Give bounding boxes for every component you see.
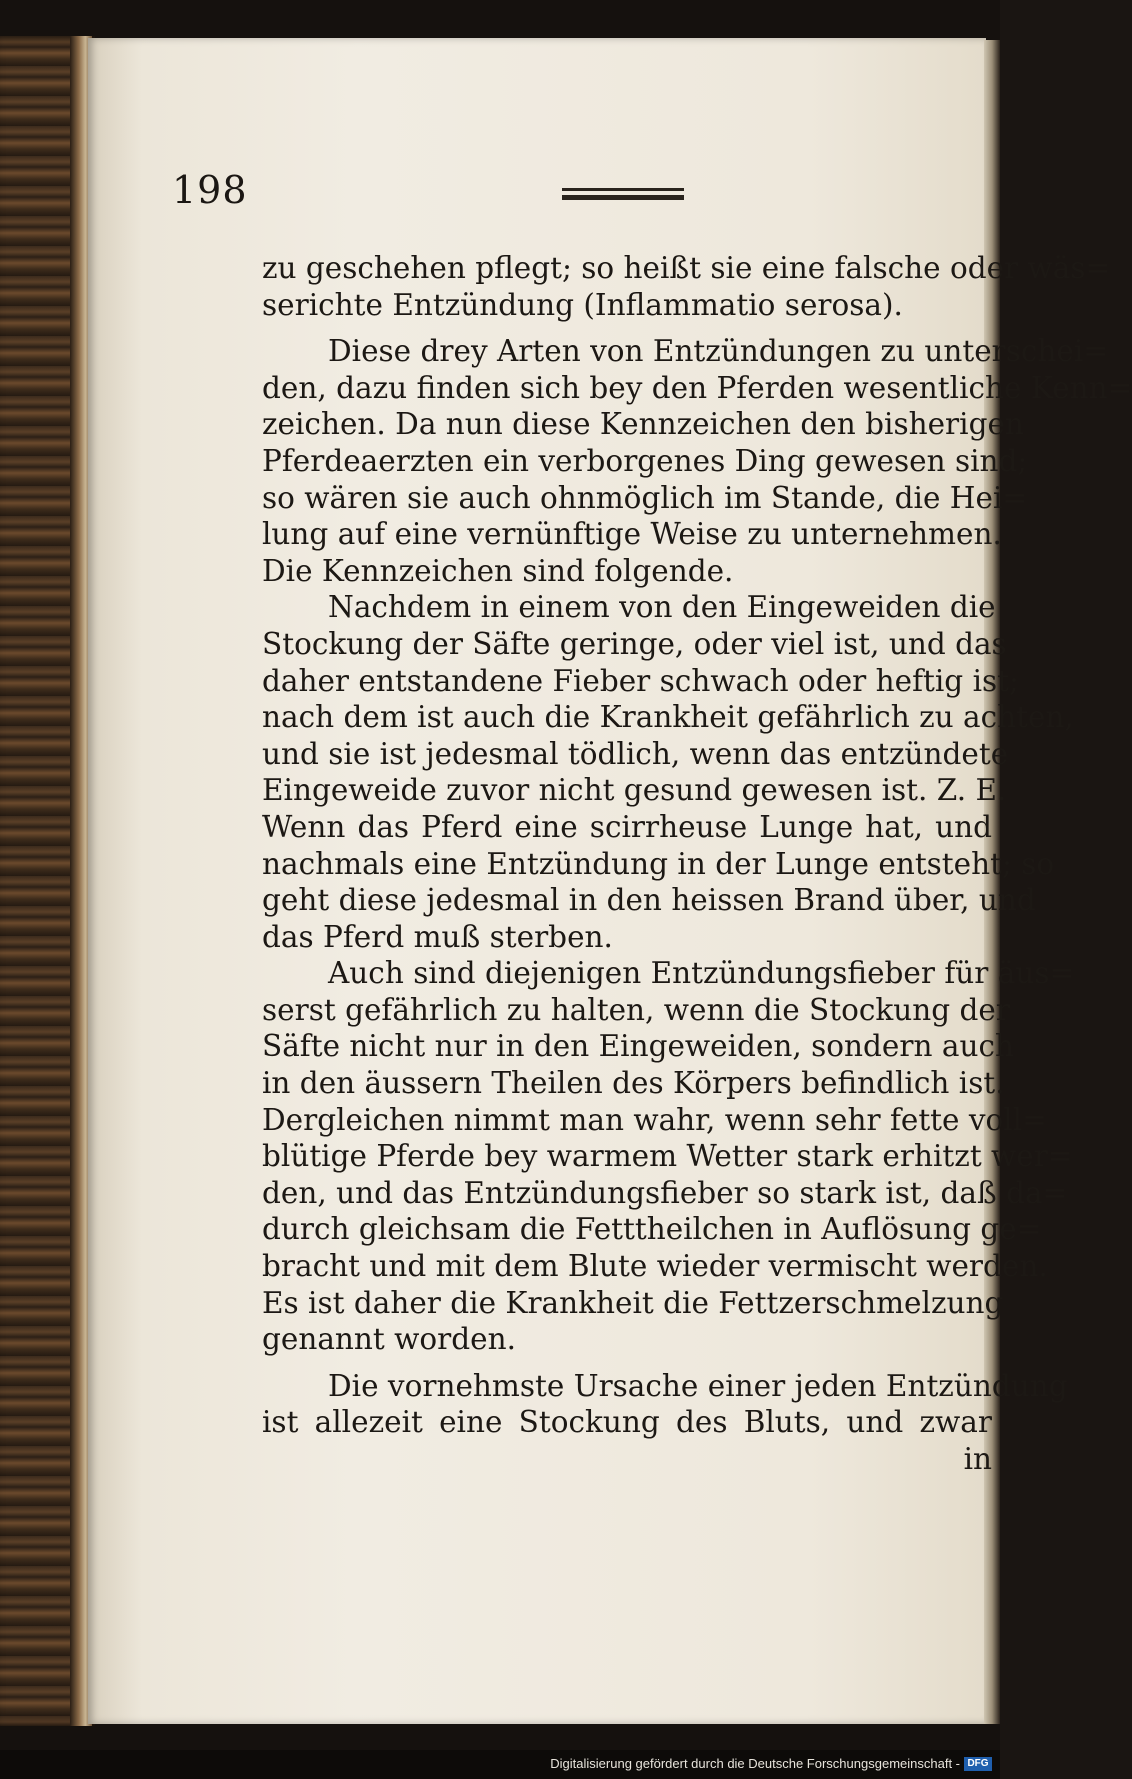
- text-line: das Pferd muß sterben.: [262, 919, 613, 954]
- page-number: 198: [172, 168, 248, 212]
- text-line: Auch sind diejenigen Entzündungsfieber für äus=: [328, 956, 1075, 991]
- text-line: serst gefährlich zu halten, wenn die Stockung der: [262, 992, 1010, 1027]
- text-line: Nachdem in einem von den Eingeweiden die: [328, 590, 996, 625]
- text-line: so wären sie auch ohnmöglich im Stande, die Hei=: [262, 480, 1028, 515]
- text-line: Dergleichen nimmt man wahr, wenn sehr fette voll=: [262, 1102, 1047, 1137]
- text-line: Es ist daher die Krankheit die Fettzerschmelzung: [262, 1285, 1004, 1320]
- text-line: genannt worden.: [262, 1322, 516, 1357]
- text-line: ist allezeit eine Stockung des Bluts, und zwar: [262, 1405, 992, 1440]
- text-line: den, und das Entzündungsfieber so stark ist, daß da=: [262, 1175, 1068, 1210]
- paragraph-gap: [262, 1358, 992, 1368]
- funding-credit: Digitalisierung gefördert durch die Deutsche Forschungsgemeinschaft -: [550, 1756, 960, 1771]
- text-line: Die Kennzeichen sind folgende.: [262, 553, 734, 588]
- text-line: in: [963, 1442, 992, 1476]
- text-line: durch gleichsam die Fetttheilchen in Auflösung ge=: [262, 1212, 1042, 1247]
- text-line: Wenn das Pferd eine scirrheuse Lunge hat, und: [262, 809, 992, 844]
- text-line: lung auf eine vernünftige Weise zu unternehmen.: [262, 517, 1002, 552]
- text-line: nach dem ist auch die Krankheit gefährlich zu achten,: [262, 700, 1074, 735]
- page-header: [172, 168, 692, 218]
- text-line: daher entstandene Fieber schwach oder heftig ist;: [262, 663, 1019, 698]
- text-line: geht diese jedesmal in den heissen Brand über, und: [262, 883, 1036, 918]
- text-line: in den äussern Theilen des Körpers befindlich ist.: [262, 1066, 1005, 1101]
- text-line: Stockung der Säfte geringe, oder viel ist, und das: [262, 626, 1007, 661]
- text-line: Diese drey Arten von Entzündungen zu unterschei=: [328, 334, 1109, 369]
- text-line: serichte Entzündung (Inflammatio serosa).: [262, 287, 903, 322]
- paragraph-gap: [262, 323, 992, 333]
- footer-bar: [0, 1750, 1000, 1779]
- text-line: nachmals eine Entzündung in der Lunge entsteht; so: [262, 846, 1055, 881]
- text-line: zu geschehen pflegt; so heißt sie eine falsche oder wäs=: [262, 251, 1111, 285]
- dfg-logo-icon: DFG: [964, 1757, 992, 1771]
- text-line: bracht und mit dem Blute wieder vermischt werden.: [262, 1249, 1048, 1284]
- text-line: und sie ist jedesmal tödlich, wenn das entzündete: [262, 736, 1009, 771]
- header-ornament-rule: [562, 188, 684, 200]
- text-line: Die vornehmste Ursache einer jeden Entzündung: [328, 1368, 1068, 1403]
- text-line: Säfte nicht nur in den Eingeweiden, sondern auch: [262, 1029, 1014, 1064]
- text-line: den, dazu finden sich bey den Pferden wesentliche Kenn=: [262, 370, 1132, 405]
- text-line: Pferdeaerzten ein verborgenes Ding gewesen sind;: [262, 443, 1028, 478]
- text-line: zeichen. Da nun diese Kennzeichen den bisherigen: [262, 407, 1024, 442]
- text-line: Eingeweide zuvor nicht gesund gewesen ist. Z. E.: [262, 773, 1007, 808]
- body-text: [262, 250, 1132, 1478]
- text-line: blütige Pferde bey warmem Wetter stark erhitzt wer=: [262, 1139, 1073, 1174]
